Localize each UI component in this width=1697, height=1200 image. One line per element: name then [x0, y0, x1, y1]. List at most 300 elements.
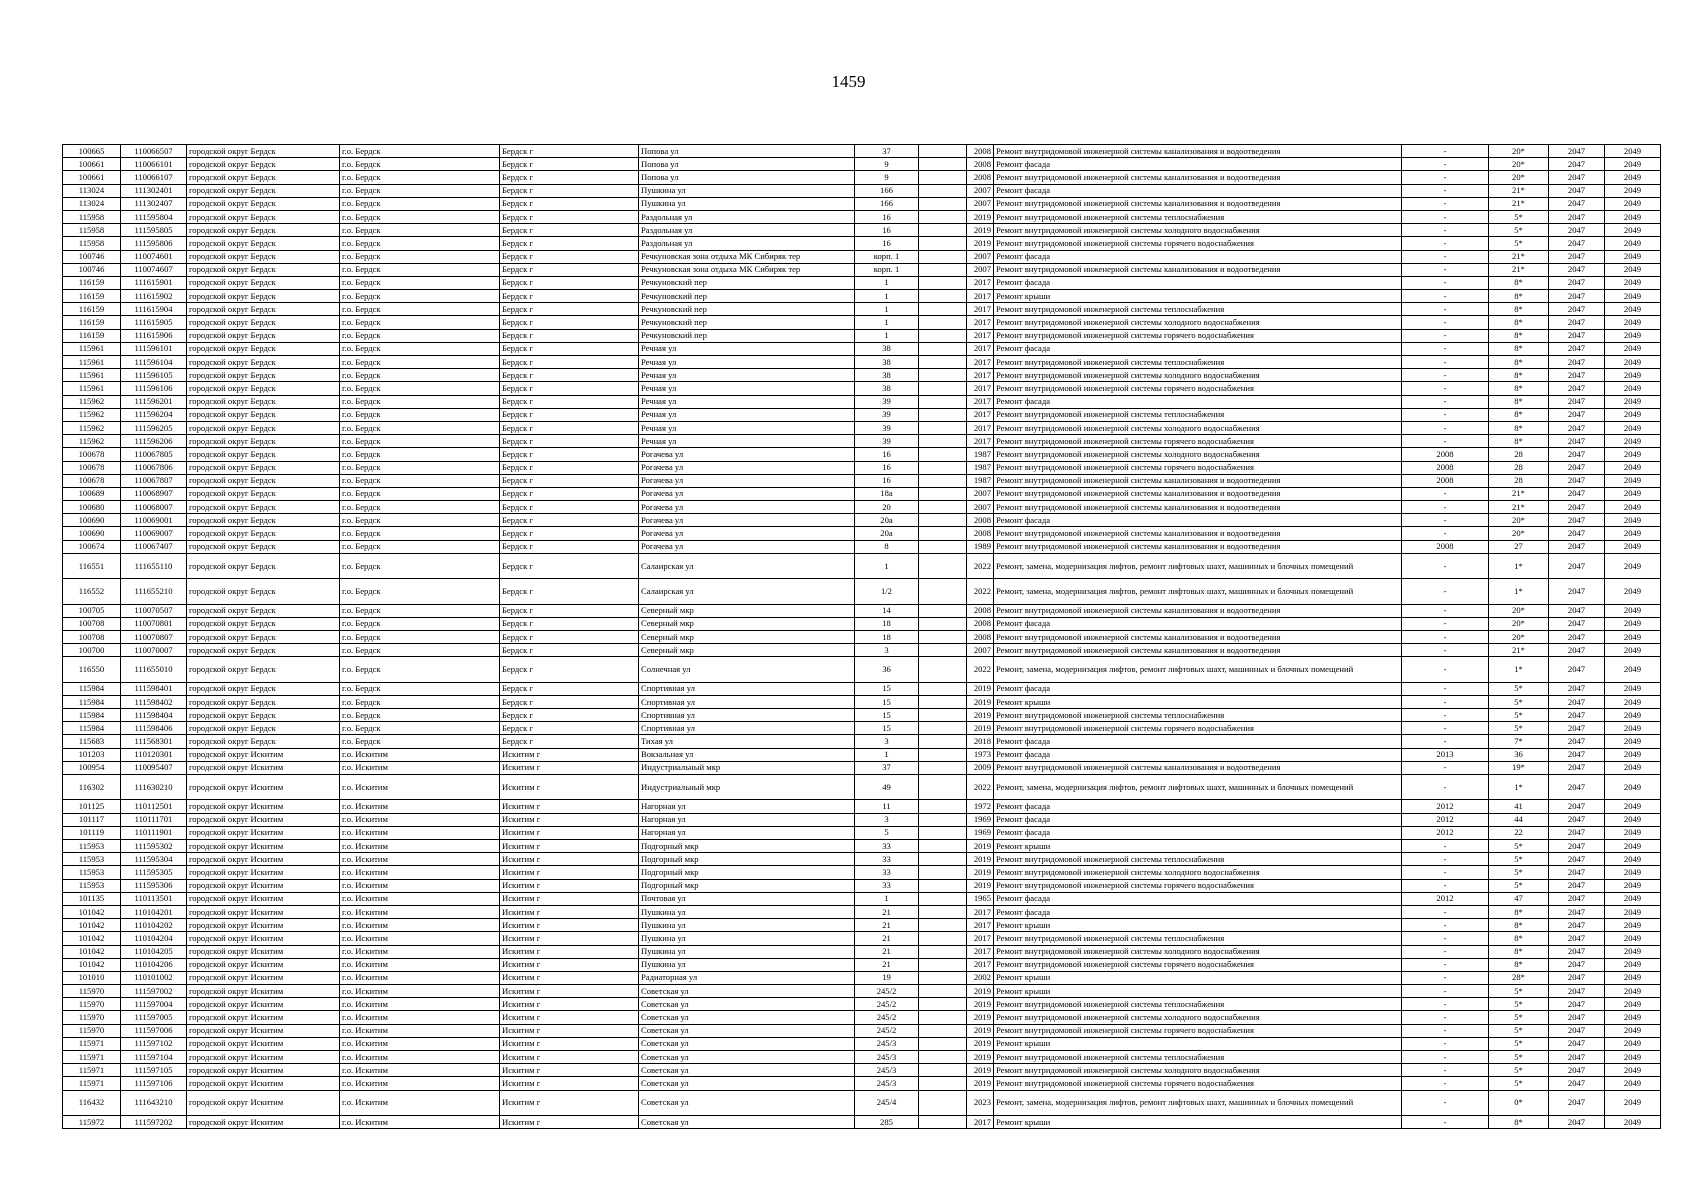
cell-wear: 21*: [1489, 184, 1549, 197]
cell-year-built: 2017: [967, 290, 994, 303]
cell-year-built: 2019: [967, 1064, 994, 1077]
cell-last-repair-year: -: [1402, 1011, 1489, 1024]
cell-street: Речная ул: [639, 421, 855, 434]
cell-year-built: 2007: [967, 487, 994, 500]
cell-municipality: г.о. Бердск: [340, 329, 500, 342]
cell-work-type: Ремонт фасада: [994, 800, 1402, 813]
cell-house-number: 38: [855, 382, 919, 395]
cell-planned-end: 2049: [1605, 303, 1661, 316]
cell-work-type: Ремонт крыши: [994, 1037, 1402, 1050]
cell-street: Пушкина ул: [639, 184, 855, 197]
cell-planned-start: 2047: [1549, 644, 1605, 657]
cell-object-id: 100665: [63, 145, 121, 158]
cell-planned-start: 2047: [1549, 1090, 1605, 1115]
cell-planned-end: 2049: [1605, 237, 1661, 250]
cell-house-number: 1: [855, 290, 919, 303]
cell-last-repair-year: -: [1402, 932, 1489, 945]
cell-house-number: 36: [855, 657, 919, 682]
cell-year-built: 2019: [967, 1077, 994, 1090]
cell-planned-end: 2049: [1605, 840, 1661, 853]
cell-street: Речкуновский пер: [639, 329, 855, 342]
cell-settlement: Искитим г: [500, 892, 639, 905]
cell-object-id: 100674: [63, 540, 121, 553]
cell-municipality: г.о. Искитим: [340, 840, 500, 853]
cell-object-id: 115984: [63, 709, 121, 722]
cell-settlement: Искитим г: [500, 905, 639, 918]
cell-object-id: 115953: [63, 840, 121, 853]
cell-wear: 5*: [1489, 840, 1549, 853]
cell-last-repair-year: -: [1402, 527, 1489, 540]
cell-element-id: 110070801: [121, 617, 187, 630]
cell-last-repair-year: 2012: [1402, 813, 1489, 826]
cell-last-repair-year: -: [1402, 184, 1489, 197]
cell-building: [919, 657, 967, 682]
cell-year-built: 2022: [967, 775, 994, 800]
cell-street: Советская ул: [639, 1011, 855, 1024]
cell-planned-start: 2047: [1549, 487, 1605, 500]
cell-planned-end: 2049: [1605, 800, 1661, 813]
cell-house-number: 49: [855, 775, 919, 800]
cell-municipality: г.о. Искитим: [340, 932, 500, 945]
cell-last-repair-year: -: [1402, 604, 1489, 617]
table-row: [63, 448, 1661, 461]
cell-year-built: 1969: [967, 813, 994, 826]
cell-municipal-district: городской округ Бердск: [187, 276, 340, 289]
cell-street: Рогачева ул: [639, 474, 855, 487]
cell-street: Спортивная ул: [639, 722, 855, 735]
cell-last-repair-year: -: [1402, 408, 1489, 421]
cell-settlement: Искитим г: [500, 1077, 639, 1090]
cell-work-type: Ремонт внутридомовой инженерной системы холодного водоснабжения: [994, 224, 1402, 237]
cell-planned-end: 2049: [1605, 158, 1661, 171]
cell-street: Солнечная ул: [639, 657, 855, 682]
cell-element-id: 111655110: [121, 553, 187, 578]
cell-house-number: 9: [855, 158, 919, 171]
cell-municipal-district: городской округ Искитим: [187, 905, 340, 918]
cell-work-type: Ремонт крыши: [994, 840, 1402, 853]
cell-house-number: 15: [855, 722, 919, 735]
cell-municipality: г.о. Бердск: [340, 171, 500, 184]
cell-year-built: 2019: [967, 1024, 994, 1037]
cell-municipality: г.о. Искитим: [340, 945, 500, 958]
cell-element-id: 110070007: [121, 644, 187, 657]
cell-element-id: 110104206: [121, 958, 187, 971]
cell-building: [919, 1051, 967, 1064]
cell-work-type: Ремонт фасада: [994, 184, 1402, 197]
cell-element-id: 110104205: [121, 945, 187, 958]
cell-settlement: Искитим г: [500, 853, 639, 866]
table-row: [63, 657, 1661, 682]
cell-element-id: 111597005: [121, 1011, 187, 1024]
cell-wear: 5*: [1489, 722, 1549, 735]
cell-planned-start: 2047: [1549, 1115, 1605, 1128]
cell-house-number: 245/3: [855, 1051, 919, 1064]
cell-street: Советская ул: [639, 1037, 855, 1050]
cell-last-repair-year: -: [1402, 1051, 1489, 1064]
cell-settlement: Бердск г: [500, 356, 639, 369]
cell-municipal-district: городской округ Бердск: [187, 695, 340, 708]
cell-settlement: Бердск г: [500, 682, 639, 695]
cell-municipal-district: городской округ Бердск: [187, 501, 340, 514]
cell-planned-start: 2047: [1549, 840, 1605, 853]
cell-settlement: Бердск г: [500, 527, 639, 540]
cell-street: Северный мкр: [639, 604, 855, 617]
cell-planned-start: 2047: [1549, 722, 1605, 735]
cell-street: Речкуновский пер: [639, 290, 855, 303]
cell-planned-end: 2049: [1605, 971, 1661, 984]
cell-municipality: г.о. Бердск: [340, 263, 500, 276]
table-row: [63, 722, 1661, 735]
cell-municipality: г.о. Бердск: [340, 709, 500, 722]
cell-planned-end: 2049: [1605, 1037, 1661, 1050]
cell-building: [919, 316, 967, 329]
cell-building: [919, 971, 967, 984]
cell-last-repair-year: -: [1402, 329, 1489, 342]
cell-municipal-district: городской округ Искитим: [187, 1011, 340, 1024]
cell-wear: 8*: [1489, 932, 1549, 945]
cell-year-built: 2019: [967, 237, 994, 250]
cell-planned-start: 2047: [1549, 579, 1605, 604]
cell-element-id: 111596205: [121, 421, 187, 434]
cell-last-repair-year: -: [1402, 735, 1489, 748]
cell-last-repair-year: -: [1402, 171, 1489, 184]
cell-work-type: Ремонт внутридомовой инженерной системы теплоснабжения: [994, 709, 1402, 722]
cell-year-built: 2017: [967, 919, 994, 932]
cell-building: [919, 184, 967, 197]
cell-building: [919, 1037, 967, 1050]
cell-work-type: Ремонт фасада: [994, 395, 1402, 408]
cell-municipality: г.о. Искитим: [340, 1077, 500, 1090]
cell-house-number: 245/3: [855, 1077, 919, 1090]
table-row: [63, 998, 1661, 1011]
table-row: [63, 840, 1661, 853]
cell-last-repair-year: -: [1402, 866, 1489, 879]
cell-building: [919, 553, 967, 578]
cell-municipal-district: городской округ Бердск: [187, 722, 340, 735]
cell-building: [919, 866, 967, 879]
cell-year-built: 2019: [967, 840, 994, 853]
cell-municipality: г.о. Бердск: [340, 342, 500, 355]
cell-building: [919, 329, 967, 342]
cell-wear: 8*: [1489, 276, 1549, 289]
cell-municipality: г.о. Искитим: [340, 866, 500, 879]
cell-last-repair-year: -: [1402, 657, 1489, 682]
cell-municipal-district: городской округ Бердск: [187, 263, 340, 276]
cell-planned-end: 2049: [1605, 709, 1661, 722]
cell-object-id: 115958: [63, 237, 121, 250]
cell-planned-start: 2047: [1549, 985, 1605, 998]
cell-settlement: Бердск г: [500, 709, 639, 722]
cell-house-number: 18: [855, 617, 919, 630]
cell-street: Речкуновский пер: [639, 276, 855, 289]
table-row: [63, 435, 1661, 448]
cell-planned-end: 2049: [1605, 435, 1661, 448]
cell-wear: 1*: [1489, 579, 1549, 604]
cell-settlement: Искитим г: [500, 761, 639, 774]
cell-work-type: Ремонт внутридомовой инженерной системы канализования и водоотведения: [994, 145, 1402, 158]
table-row: [63, 356, 1661, 369]
cell-planned-end: 2049: [1605, 998, 1661, 1011]
cell-year-built: 2008: [967, 630, 994, 643]
table-row: [63, 369, 1661, 382]
table-row: [63, 905, 1661, 918]
cell-planned-start: 2047: [1549, 382, 1605, 395]
cell-street: Индустриальный мкр: [639, 761, 855, 774]
cell-element-id: 111596101: [121, 342, 187, 355]
cell-year-built: 2017: [967, 276, 994, 289]
cell-planned-start: 2047: [1549, 604, 1605, 617]
cell-planned-start: 2047: [1549, 775, 1605, 800]
cell-wear: 5*: [1489, 1051, 1549, 1064]
cell-street: Пушкина ул: [639, 945, 855, 958]
cell-wear: 28: [1489, 448, 1549, 461]
cell-last-repair-year: 2012: [1402, 892, 1489, 905]
table-row: [63, 342, 1661, 355]
cell-planned-start: 2047: [1549, 421, 1605, 434]
cell-object-id: 116159: [63, 276, 121, 289]
cell-settlement: Искитим г: [500, 1090, 639, 1115]
cell-municipal-district: городской округ Бердск: [187, 474, 340, 487]
cell-year-built: 2019: [967, 866, 994, 879]
cell-object-id: 100680: [63, 501, 121, 514]
cell-planned-end: 2049: [1605, 945, 1661, 958]
cell-municipal-district: городской округ Искитим: [187, 958, 340, 971]
cell-element-id: 111615901: [121, 276, 187, 289]
cell-last-repair-year: -: [1402, 905, 1489, 918]
cell-planned-end: 2049: [1605, 382, 1661, 395]
cell-planned-end: 2049: [1605, 210, 1661, 223]
cell-street: Речкуновская зона отдыха МК Сибиряк тер: [639, 263, 855, 276]
cell-element-id: 110069001: [121, 514, 187, 527]
cell-planned-end: 2049: [1605, 604, 1661, 617]
cell-year-built: 2002: [967, 971, 994, 984]
cell-element-id: 110111701: [121, 813, 187, 826]
cell-wear: 21*: [1489, 250, 1549, 263]
cell-year-built: 2007: [967, 184, 994, 197]
cell-planned-end: 2049: [1605, 761, 1661, 774]
cell-house-number: 245/2: [855, 1024, 919, 1037]
cell-element-id: 111596201: [121, 395, 187, 408]
table-row: [63, 276, 1661, 289]
cell-last-repair-year: -: [1402, 722, 1489, 735]
cell-planned-start: 2047: [1549, 276, 1605, 289]
cell-municipal-district: городской округ Искитим: [187, 840, 340, 853]
cell-street: Советская ул: [639, 998, 855, 1011]
cell-wear: 20*: [1489, 527, 1549, 540]
cell-municipality: г.о. Искитим: [340, 761, 500, 774]
cell-settlement: Искитим г: [500, 800, 639, 813]
cell-element-id: 110069007: [121, 527, 187, 540]
cell-municipal-district: городской округ Бердск: [187, 395, 340, 408]
table-row: [63, 487, 1661, 500]
cell-municipality: г.о. Бердск: [340, 303, 500, 316]
cell-settlement: Искитим г: [500, 866, 639, 879]
cell-work-type: Ремонт внутридомовой инженерной системы канализования и водоотведения: [994, 540, 1402, 553]
cell-municipal-district: городской округ Искитим: [187, 1090, 340, 1115]
cell-last-repair-year: -: [1402, 971, 1489, 984]
cell-object-id: 115961: [63, 342, 121, 355]
cell-last-repair-year: -: [1402, 316, 1489, 329]
cell-wear: 8*: [1489, 958, 1549, 971]
cell-planned-start: 2047: [1549, 290, 1605, 303]
cell-planned-end: 2049: [1605, 853, 1661, 866]
cell-wear: 8*: [1489, 435, 1549, 448]
cell-element-id: 111615904: [121, 303, 187, 316]
cell-settlement: Бердск г: [500, 263, 639, 276]
cell-municipal-district: городской округ Искитим: [187, 1077, 340, 1090]
cell-planned-end: 2049: [1605, 501, 1661, 514]
cell-object-id: 115953: [63, 866, 121, 879]
cell-municipality: г.о. Искитим: [340, 905, 500, 918]
cell-work-type: Ремонт внутридомовой инженерной системы холодного водоснабжения: [994, 1011, 1402, 1024]
cell-wear: 5*: [1489, 1024, 1549, 1037]
cell-settlement: Искитим г: [500, 826, 639, 839]
cell-work-type: Ремонт фасада: [994, 813, 1402, 826]
cell-municipal-district: городской округ Бердск: [187, 316, 340, 329]
cell-building: [919, 1115, 967, 1128]
cell-last-repair-year: 2008: [1402, 474, 1489, 487]
cell-year-built: 2007: [967, 263, 994, 276]
cell-work-type: Ремонт внутридомовой инженерной системы теплоснабжения: [994, 303, 1402, 316]
cell-work-type: Ремонт фасада: [994, 617, 1402, 630]
cell-settlement: Бердск г: [500, 408, 639, 421]
cell-settlement: Искитим г: [500, 932, 639, 945]
cell-element-id: 111596206: [121, 435, 187, 448]
cell-year-built: 2008: [967, 158, 994, 171]
cell-wear: 8*: [1489, 329, 1549, 342]
cell-planned-start: 2047: [1549, 356, 1605, 369]
cell-settlement: Бердск г: [500, 735, 639, 748]
cell-last-repair-year: -: [1402, 487, 1489, 500]
cell-building: [919, 408, 967, 421]
cell-year-built: 2008: [967, 604, 994, 617]
cell-building: [919, 775, 967, 800]
cell-building: [919, 303, 967, 316]
cell-planned-end: 2049: [1605, 630, 1661, 643]
cell-year-built: 2019: [967, 985, 994, 998]
cell-planned-end: 2049: [1605, 735, 1661, 748]
cell-street: Северный мкр: [639, 617, 855, 630]
cell-object-id: 101135: [63, 892, 121, 905]
cell-object-id: 116159: [63, 303, 121, 316]
cell-planned-start: 2047: [1549, 1077, 1605, 1090]
table-row: [63, 501, 1661, 514]
cell-street: Индустриальный мкр: [639, 775, 855, 800]
cell-element-id: 111595302: [121, 840, 187, 853]
cell-element-id: 110066507: [121, 145, 187, 158]
cell-object-id: 101042: [63, 945, 121, 958]
cell-planned-start: 2047: [1549, 1011, 1605, 1024]
cell-settlement: Бердск г: [500, 722, 639, 735]
cell-municipal-district: городской округ Бердск: [187, 342, 340, 355]
cell-municipality: г.о. Бердск: [340, 158, 500, 171]
cell-object-id: 101042: [63, 932, 121, 945]
cell-planned-start: 2047: [1549, 853, 1605, 866]
cell-street: Пушкина ул: [639, 919, 855, 932]
cell-planned-end: 2049: [1605, 775, 1661, 800]
cell-municipal-district: городской округ Бердск: [187, 644, 340, 657]
cell-work-type: Ремонт, замена, модернизация лифтов, ремонт лифтовых шахт, машинных и блочных помещений: [994, 1090, 1402, 1115]
cell-municipal-district: городской округ Бердск: [187, 356, 340, 369]
cell-last-repair-year: -: [1402, 1064, 1489, 1077]
cell-planned-start: 2047: [1549, 408, 1605, 421]
cell-work-type: Ремонт фасада: [994, 682, 1402, 695]
cell-building: [919, 421, 967, 434]
cell-work-type: Ремонт крыши: [994, 1115, 1402, 1128]
cell-planned-end: 2049: [1605, 276, 1661, 289]
cell-planned-start: 2047: [1549, 866, 1605, 879]
cell-work-type: Ремонт внутридомовой инженерной системы канализования и водоотведения: [994, 197, 1402, 210]
cell-object-id: 115961: [63, 356, 121, 369]
cell-planned-end: 2049: [1605, 866, 1661, 879]
cell-planned-end: 2049: [1605, 1051, 1661, 1064]
cell-municipal-district: городской округ Бердск: [187, 709, 340, 722]
cell-object-id: 100700: [63, 644, 121, 657]
cell-work-type: Ремонт внутридомовой инженерной системы теплоснабжения: [994, 408, 1402, 421]
cell-municipality: г.о. Искитим: [340, 919, 500, 932]
cell-work-type: Ремонт внутридомовой инженерной системы канализования и водоотведения: [994, 263, 1402, 276]
cell-planned-start: 2047: [1549, 695, 1605, 708]
cell-planned-end: 2049: [1605, 540, 1661, 553]
cell-element-id: 110070507: [121, 604, 187, 617]
cell-wear: 8*: [1489, 290, 1549, 303]
cell-wear: 1*: [1489, 775, 1549, 800]
cell-wear: 20*: [1489, 145, 1549, 158]
cell-house-number: 38: [855, 342, 919, 355]
cell-municipal-district: городской округ Бердск: [187, 527, 340, 540]
cell-planned-end: 2049: [1605, 553, 1661, 578]
cell-work-type: Ремонт внутридомовой инженерной системы теплоснабжения: [994, 932, 1402, 945]
cell-object-id: 100661: [63, 158, 121, 171]
cell-work-type: Ремонт внутридомовой инженерной системы теплоснабжения: [994, 1051, 1402, 1064]
cell-settlement: Искитим г: [500, 1011, 639, 1024]
cell-planned-start: 2047: [1549, 369, 1605, 382]
registry-body: [63, 145, 1661, 1129]
cell-planned-end: 2049: [1605, 919, 1661, 932]
cell-last-repair-year: -: [1402, 579, 1489, 604]
cell-element-id: 111302401: [121, 184, 187, 197]
cell-municipal-district: городской округ Бердск: [187, 171, 340, 184]
cell-year-built: 2019: [967, 1037, 994, 1050]
cell-street: Нагорная ул: [639, 813, 855, 826]
cell-planned-end: 2049: [1605, 448, 1661, 461]
cell-municipal-district: городской округ Бердск: [187, 224, 340, 237]
table-row: [63, 461, 1661, 474]
cell-year-built: 1973: [967, 748, 994, 761]
cell-wear: 8*: [1489, 408, 1549, 421]
cell-object-id: 101042: [63, 958, 121, 971]
cell-last-repair-year: -: [1402, 421, 1489, 434]
cell-wear: 28*: [1489, 971, 1549, 984]
cell-building: [919, 998, 967, 1011]
cell-work-type: Ремонт внутридомовой инженерной системы канализования и водоотведения: [994, 527, 1402, 540]
cell-element-id: 111595306: [121, 879, 187, 892]
cell-object-id: 101042: [63, 905, 121, 918]
cell-planned-end: 2049: [1605, 250, 1661, 263]
cell-settlement: Искитим г: [500, 971, 639, 984]
cell-house-number: 245/4: [855, 1090, 919, 1115]
cell-settlement: Искитим г: [500, 879, 639, 892]
cell-house-number: 15: [855, 709, 919, 722]
cell-planned-end: 2049: [1605, 369, 1661, 382]
cell-last-repair-year: -: [1402, 695, 1489, 708]
cell-municipal-district: городской округ Искитим: [187, 985, 340, 998]
cell-year-built: 2017: [967, 329, 994, 342]
cell-municipality: г.о. Искитим: [340, 998, 500, 1011]
cell-settlement: Бердск г: [500, 695, 639, 708]
table-row: [63, 1077, 1661, 1090]
cell-municipality: г.о. Бердск: [340, 501, 500, 514]
